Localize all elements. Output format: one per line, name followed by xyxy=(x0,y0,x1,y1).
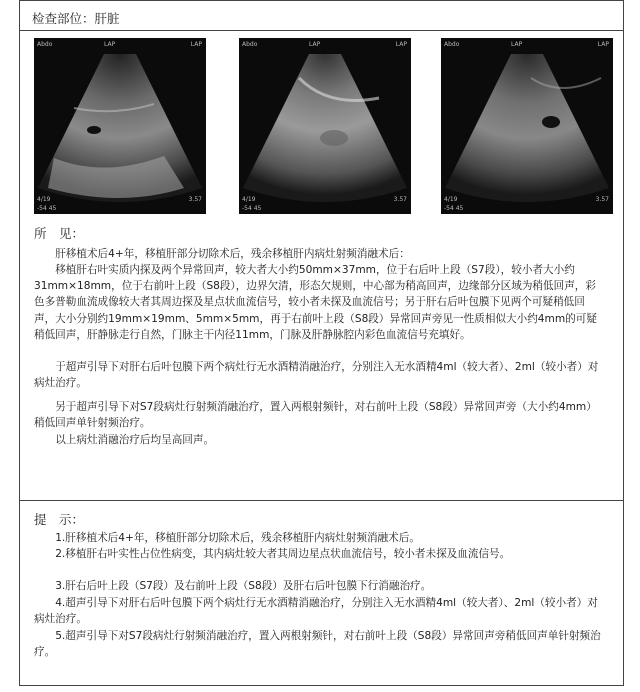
conclusion-item: 5.超声引导下对S7段病灶行射频消融治疗，置入两根射频针，对右前叶上段（S8段）异常回声旁稍低回声单针射频治疗。 xyxy=(34,630,601,659)
image-meta: LAP xyxy=(190,41,202,48)
image-meta: LAP xyxy=(597,41,609,48)
image-meta: -54 45 xyxy=(444,205,464,212)
findings-paragraph: 移植肝右叶实质内探及两个异常回声，较大者大小约50mm×37mm，位于右后叶上段（S7段），较小者大小约31mm×18mm，位于右前叶上段（S8段），边界欠清，形态欠规则，中心部为稍高回声，边缘部分区域为稍低回声，彩色多普勒血流成像较大者其周边探及星点状血流信号，较小者未探及血流信号；另于肝右后叶包膜下见两个可疑稍低回声，大小分别约19mm×19mm、5mm×5mm，再于右前叶上段（S8段）异常回声旁见一性质相似大小约4mm的可疑稍低回声，肝静脉走行自然，门脉主干内径11mm，门脉及肝静脉腔内彩色血流信号充填好。 xyxy=(34,264,597,341)
ultrasound-image-1 xyxy=(34,38,206,214)
conclusion-item: 3.肝右后叶上段（S7段）及右前叶上段（S8段）及肝右后叶包膜下行消融治疗。 xyxy=(55,580,432,592)
image-meta: LAP xyxy=(395,41,407,48)
findings-paragraph: 以上病灶消融治疗后均呈高回声。 xyxy=(55,434,215,446)
ultrasound-scan-1-icon xyxy=(34,38,206,214)
image-meta: -54 45 xyxy=(37,205,57,212)
ultrasound-image-2 xyxy=(239,38,411,214)
image-meta: Abdo xyxy=(444,41,460,48)
findings-title: 所 见： xyxy=(34,226,85,241)
exam-site-label: 检查部位：肝脏 xyxy=(32,11,120,26)
image-meta: Abdo xyxy=(242,41,258,48)
image-meta: LAP xyxy=(511,41,523,48)
ultrasound-scan-2-icon xyxy=(239,38,411,214)
report-frame xyxy=(19,0,624,686)
image-meta: 4/19 xyxy=(242,196,256,203)
image-meta: 3.57 xyxy=(188,196,202,203)
ultrasound-images xyxy=(34,38,619,214)
image-meta: 3.57 xyxy=(595,196,609,203)
image-meta: LAP xyxy=(309,41,321,48)
divider-exam xyxy=(20,30,623,31)
findings-paragraph: 另于超声引导下对S7段病灶行射频消融治疗，置入两根射频针，对右前叶上段（S8段）异常回声旁（大小约4mm）稍低回声单针射频治疗。 xyxy=(34,401,597,430)
findings-paragraph: 于超声引导下对肝右后叶包膜下两个病灶行无水酒精消融治疗，分别注入无水酒精4ml（较大者）、2ml（较小者）对病灶治疗。 xyxy=(34,361,599,390)
image-meta: Abdo xyxy=(37,41,53,48)
ultrasound-image-3 xyxy=(441,38,613,214)
image-meta: 4/19 xyxy=(444,196,458,203)
divider-conclusion xyxy=(20,500,623,501)
bottom-border xyxy=(20,685,623,686)
conclusion-title: 提 示： xyxy=(34,512,85,527)
conclusion-item: 1.肝移植术后4+年，移植肝部分切除术后，残余移植肝内病灶射频消融术后。 xyxy=(55,532,420,544)
image-meta: LAP xyxy=(104,41,116,48)
findings-paragraph: 肝移植术后4+年，移植肝部分切除术后，残余移植肝内病灶射频消融术后： xyxy=(55,248,410,260)
image-meta: -54 45 xyxy=(242,205,262,212)
ultrasound-scan-3-icon xyxy=(441,38,613,214)
image-meta: 4/19 xyxy=(37,196,51,203)
conclusion-item: 2.移植肝右叶实性占位性病变，其内病灶较大者其周边星点状血流信号，较小者未探及血流信号。 xyxy=(55,548,511,560)
image-meta: 3.57 xyxy=(393,196,407,203)
conclusion-item: 4.超声引导下对肝右后叶包膜下两个病灶行无水酒精消融治疗，分别注入无水酒精4ml（较大者）、2ml（较小者）对病灶治疗。 xyxy=(34,597,598,626)
top-border xyxy=(20,0,623,1)
